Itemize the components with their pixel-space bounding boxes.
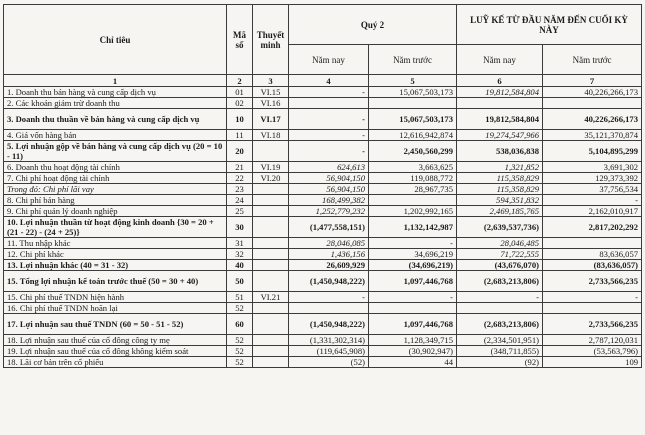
ytd-last-year-value: 129,373,392 (543, 173, 642, 184)
ytd-last-year-value: 2,817,202,292 (543, 217, 642, 238)
row-label: 1. Doanh thu bán hàng và cung cấp dịch vụ (4, 87, 227, 98)
row-label: 2. Các khoản giảm trừ doanh thu (4, 98, 227, 109)
header-ytd-last-year: Năm trước (543, 45, 642, 75)
table-row (4, 357, 642, 368)
ytd-this-year-value: 1,321,852 (457, 162, 543, 173)
ytd-last-year-value: 109 (543, 357, 642, 368)
header-quarter-last-year: Năm trước (369, 45, 457, 75)
row-code: 21 (227, 162, 253, 173)
column-index: 5 (369, 75, 457, 87)
row-label: 6. Doanh thu hoạt động tài chính (4, 162, 227, 173)
ytd-this-year-value: 71,722,555 (457, 249, 543, 260)
ytd-this-year-value: (92) (457, 357, 543, 368)
ytd-last-year-value: - (543, 292, 642, 303)
row-code: 32 (227, 249, 253, 260)
quarter-last-year-value: 15,067,503,173 (369, 109, 457, 130)
quarter-last-year-value: 3,663,625 (369, 162, 457, 173)
row-code: 40 (227, 260, 253, 271)
quarter-this-year-value: (1,450,948,222) (289, 314, 369, 335)
row-code: 25 (227, 206, 253, 217)
row-note: VI.16 (253, 98, 289, 109)
quarter-last-year-value: (30,902,947) (369, 346, 457, 357)
row-code: 51 (227, 292, 253, 303)
quarter-this-year-value: - (289, 109, 369, 130)
row-code: 10 (227, 109, 253, 130)
quarter-last-year-value: (34,696,219) (369, 260, 457, 271)
row-code: 11 (227, 130, 253, 141)
row-note (253, 217, 289, 238)
row-label: 11. Thu nhập khác (4, 238, 227, 249)
quarter-this-year-value: 1,252,779,232 (289, 206, 369, 217)
quarter-last-year-value: - (369, 292, 457, 303)
column-index: 4 (289, 75, 369, 87)
ytd-last-year-value (543, 238, 642, 249)
row-note (253, 206, 289, 217)
row-note (253, 346, 289, 357)
row-label: 18. Lợi nhuận sau thuế của cổ đông công ty mẹ (4, 335, 227, 346)
column-index: 1 (4, 75, 227, 87)
row-label: 3. Doanh thu thuần về bán hàng và cung cấp dịch vụ (4, 109, 227, 130)
ytd-last-year-value: (83,636,057) (543, 260, 642, 271)
ytd-this-year-value: 2,469,185,765 (457, 206, 543, 217)
ytd-last-year-value: 83,636,057 (543, 249, 642, 260)
column-index: 6 (457, 75, 543, 87)
ytd-this-year-value: 538,036,838 (457, 141, 543, 162)
quarter-this-year-value: - (289, 141, 369, 162)
row-code: 60 (227, 314, 253, 335)
row-code: 52 (227, 346, 253, 357)
row-note (253, 303, 289, 314)
row-code: 31 (227, 238, 253, 249)
row-code: 23 (227, 184, 253, 195)
table-row (4, 162, 642, 173)
ytd-last-year-value: 2,787,120,031 (543, 335, 642, 346)
ytd-last-year-value (543, 303, 642, 314)
quarter-last-year-value: - (369, 238, 457, 249)
header-ma-so: Mã số (227, 5, 253, 75)
row-code: 22 (227, 173, 253, 184)
table-row (4, 346, 642, 357)
table-row (4, 217, 642, 238)
row-label: 17. Lợi nhuận sau thuế TNDN (60 = 50 - 51 - 52) (4, 314, 227, 335)
table-row (4, 335, 642, 346)
row-note (253, 314, 289, 335)
quarter-this-year-value (289, 303, 369, 314)
column-index-row (4, 75, 642, 87)
quarter-this-year-value: 168,499,382 (289, 195, 369, 206)
header-ytd-this-year: Năm nay (457, 45, 543, 75)
quarter-last-year-value (369, 98, 457, 109)
income-statement-table (3, 4, 642, 368)
row-label: 15. Tổng lợi nhuận kế toán trước thuế (50 = 30 + 40) (4, 271, 227, 292)
quarter-this-year-value: 28,046,085 (289, 238, 369, 249)
row-note (253, 271, 289, 292)
row-label: 18. Lãi cơ bản trên cổ phiếu (4, 357, 227, 368)
table-row (4, 292, 642, 303)
table-row (4, 271, 642, 292)
quarter-last-year-value: 119,088,772 (369, 173, 457, 184)
ytd-this-year-value: - (457, 292, 543, 303)
row-label: 12. Chi phí khác (4, 249, 227, 260)
quarter-last-year-value: 12,616,942,874 (369, 130, 457, 141)
row-code: 52 (227, 357, 253, 368)
quarter-this-year-value (289, 98, 369, 109)
quarter-last-year-value: 1,128,349,715 (369, 335, 457, 346)
table-row (4, 109, 642, 130)
table-row (4, 238, 642, 249)
row-code: 02 (227, 98, 253, 109)
ytd-this-year-value: 19,274,547,966 (457, 130, 543, 141)
row-note (253, 249, 289, 260)
table-row (4, 141, 642, 162)
table-row (4, 184, 642, 195)
quarter-this-year-value: 1,436,156 (289, 249, 369, 260)
ytd-last-year-value: 5,104,895,299 (543, 141, 642, 162)
table-row (4, 260, 642, 271)
quarter-last-year-value: 44 (369, 357, 457, 368)
ytd-this-year-value: (2,334,501,951) (457, 335, 543, 346)
row-note: VI.19 (253, 162, 289, 173)
table-row (4, 98, 642, 109)
row-note (253, 260, 289, 271)
header-quarter-this-year: Năm nay (289, 45, 369, 75)
quarter-this-year-value: 26,609,929 (289, 260, 369, 271)
ytd-this-year-value (457, 98, 543, 109)
ytd-last-year-value: 40,226,266,173 (543, 109, 642, 130)
row-note: VI.18 (253, 130, 289, 141)
row-label: Trong đó: Chi phí lãi vay (4, 184, 227, 195)
table-row (4, 314, 642, 335)
ytd-last-year-value: 40,226,266,173 (543, 87, 642, 98)
header-quarter: Quý 2 (289, 5, 457, 45)
quarter-this-year-value: - (289, 87, 369, 98)
column-index: 7 (543, 75, 642, 87)
ytd-this-year-value: 594,351,832 (457, 195, 543, 206)
ytd-last-year-value: 2,162,010,917 (543, 206, 642, 217)
ytd-this-year-value: (348,711,855) (457, 346, 543, 357)
row-label: 4. Giá vốn hàng bán (4, 130, 227, 141)
column-index: 2 (227, 75, 253, 87)
ytd-this-year-value: 19,812,584,804 (457, 109, 543, 130)
ytd-this-year-value: 115,358,829 (457, 184, 543, 195)
row-label: 10. Lợi nhuận thuần từ hoạt động kinh doanh {30 = 20 + (21 - 22) - (24 + 25)} (4, 217, 227, 238)
row-label: 8. Chi phí bán hàng (4, 195, 227, 206)
table-row (4, 206, 642, 217)
ytd-this-year-value: (2,683,213,806) (457, 314, 543, 335)
ytd-last-year-value: 2,733,566,235 (543, 314, 642, 335)
quarter-this-year-value: 56,904,150 (289, 184, 369, 195)
header-ytd: LUỸ KẾ TỪ ĐẦU NĂM ĐẾN CUỐI KỲ NÀY (457, 5, 642, 45)
row-note (253, 141, 289, 162)
ytd-last-year-value: 35,121,370,874 (543, 130, 642, 141)
row-label: 13. Lợi nhuận khác (40 = 31 - 32) (4, 260, 227, 271)
row-label: 9. Chi phí quản lý doanh nghiệp (4, 206, 227, 217)
row-note (253, 357, 289, 368)
quarter-last-year-value: 1,202,992,165 (369, 206, 457, 217)
quarter-last-year-value: 34,696,219 (369, 249, 457, 260)
row-note (253, 335, 289, 346)
ytd-this-year-value: 115,358,829 (457, 173, 543, 184)
table-row (4, 130, 642, 141)
ytd-this-year-value: (2,639,537,736) (457, 217, 543, 238)
row-code: 01 (227, 87, 253, 98)
row-label: 16. Chi phí thuế TNDN hoãn lại (4, 303, 227, 314)
row-note: VI.21 (253, 292, 289, 303)
quarter-last-year-value: 1,097,446,768 (369, 271, 457, 292)
quarter-this-year-value: (1,331,302,314) (289, 335, 369, 346)
row-code: 52 (227, 303, 253, 314)
row-label: 19. Lợi nhuận sau thuế của cổ đông không kiểm soát (4, 346, 227, 357)
ytd-this-year-value (457, 303, 543, 314)
quarter-this-year-value: 624,613 (289, 162, 369, 173)
table-row (4, 195, 642, 206)
row-label: 15. Chi phí thuế TNDN hiện hành (4, 292, 227, 303)
ytd-last-year-value (543, 98, 642, 109)
ytd-this-year-value: (2,683,213,806) (457, 271, 543, 292)
row-code: 52 (227, 335, 253, 346)
row-note: VI.20 (253, 173, 289, 184)
ytd-last-year-value: 37,756,534 (543, 184, 642, 195)
row-code: 24 (227, 195, 253, 206)
quarter-last-year-value: 1,132,142,987 (369, 217, 457, 238)
quarter-this-year-value: (119,645,908) (289, 346, 369, 357)
quarter-last-year-value: 28,967,735 (369, 184, 457, 195)
row-code: 30 (227, 217, 253, 238)
header-chi-tieu: Chỉ tiêu (4, 5, 227, 75)
quarter-this-year-value: 56,904,150 (289, 173, 369, 184)
quarter-this-year-value: (52) (289, 357, 369, 368)
row-note: VI.15 (253, 87, 289, 98)
quarter-this-year-value: - (289, 130, 369, 141)
quarter-this-year-value: (1,450,948,222) (289, 271, 369, 292)
quarter-last-year-value: 1,097,446,768 (369, 314, 457, 335)
row-note: VI.17 (253, 109, 289, 130)
ytd-this-year-value: 19,812,584,804 (457, 87, 543, 98)
ytd-this-year-value: (43,676,070) (457, 260, 543, 271)
row-label: 7. Chi phí hoạt động tài chính (4, 173, 227, 184)
row-label: 5. Lợi nhuận gộp về bán hàng và cung cấp dịch vụ (20 = 10 - 11) (4, 141, 227, 162)
quarter-last-year-value: 2,450,560,299 (369, 141, 457, 162)
quarter-last-year-value (369, 195, 457, 206)
quarter-this-year-value: (1,477,558,151) (289, 217, 369, 238)
ytd-this-year-value: 28,046,485 (457, 238, 543, 249)
column-index: 3 (253, 75, 289, 87)
ytd-last-year-value: 2,733,566,235 (543, 271, 642, 292)
quarter-last-year-value: 15,067,503,173 (369, 87, 457, 98)
quarter-last-year-value (369, 303, 457, 314)
table-row (4, 249, 642, 260)
table-row (4, 173, 642, 184)
table-row (4, 303, 642, 314)
ytd-last-year-value: (53,563,796) (543, 346, 642, 357)
row-note (253, 238, 289, 249)
row-code: 20 (227, 141, 253, 162)
ytd-last-year-value: - (543, 195, 642, 206)
ytd-last-year-value: 3,691,302 (543, 162, 642, 173)
row-note (253, 195, 289, 206)
table-row (4, 87, 642, 98)
row-note (253, 184, 289, 195)
row-code: 50 (227, 271, 253, 292)
quarter-this-year-value: - (289, 292, 369, 303)
header-thuyet-minh: Thuyết minh (253, 5, 289, 75)
